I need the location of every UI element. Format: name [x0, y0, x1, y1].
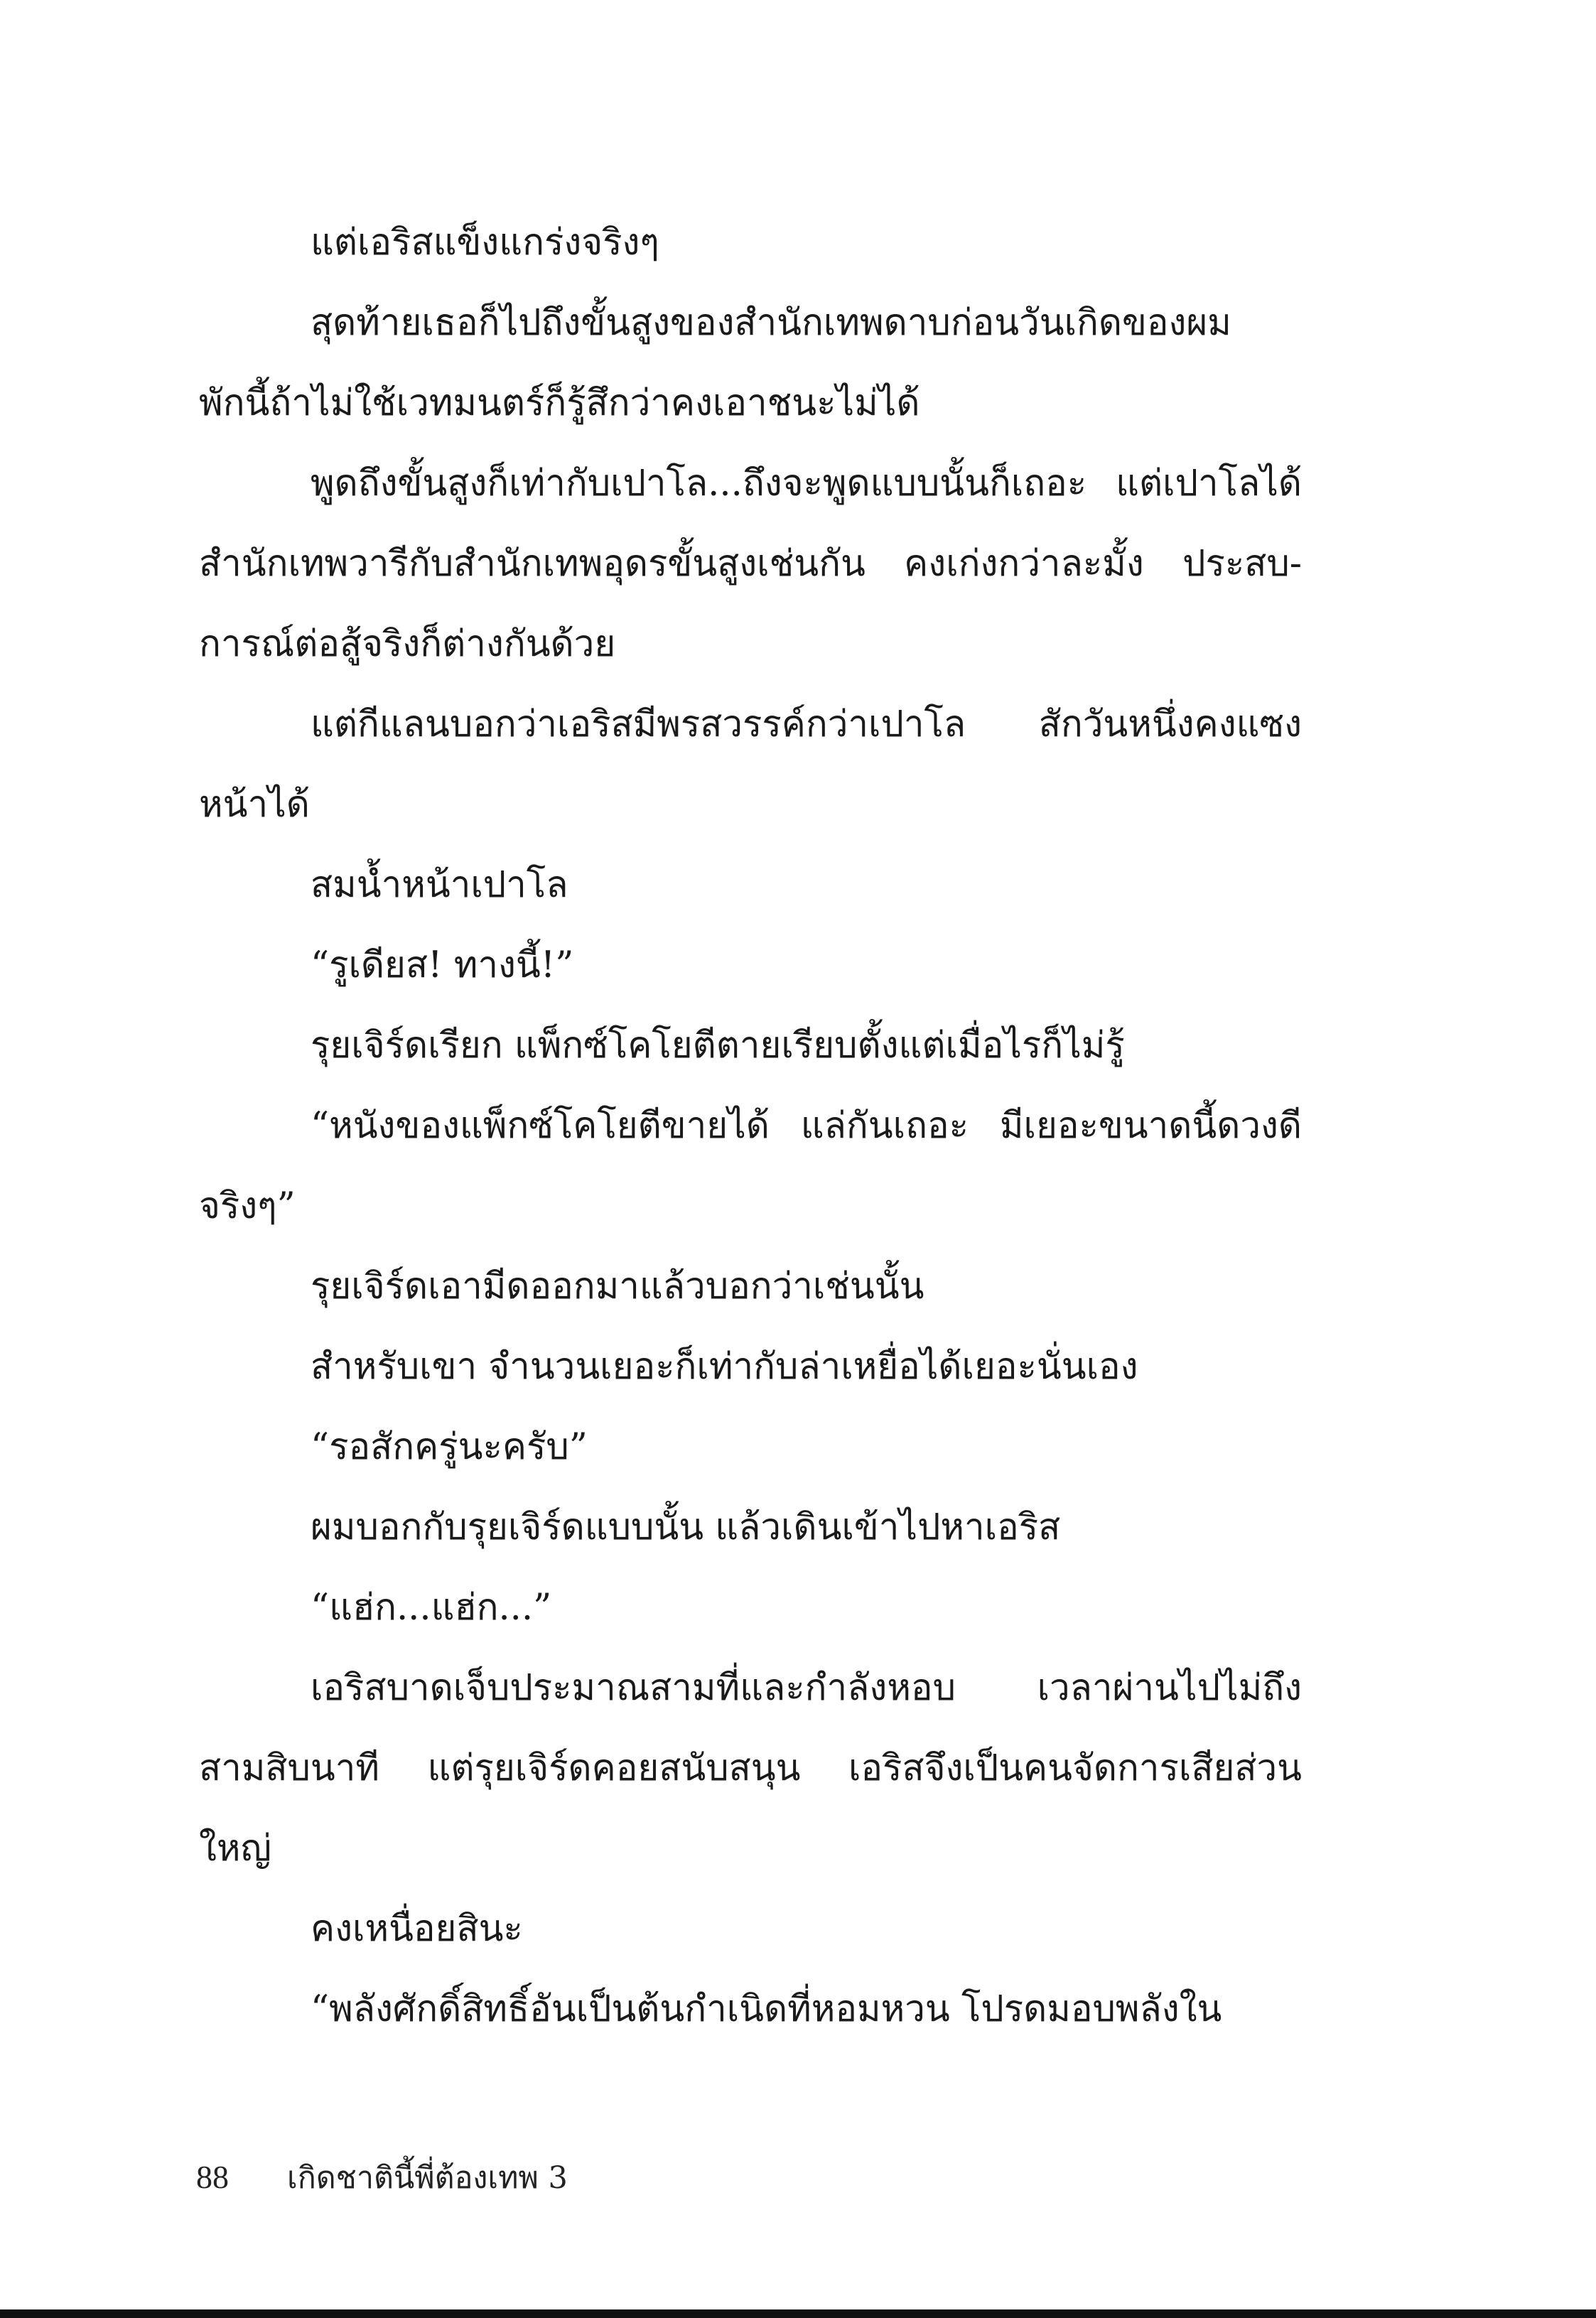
- text-line: รุยเจิร์ดเรียก แพ็กซ์โคโยตีตายเรียบตั้งแต่เมื่อไรก็ไม่รู้: [311, 1025, 1125, 1067]
- text-line: เอริสบาดเจ็บประมาณสามที่และกำลังหอบ เวลาผ่านไปไม่ถึง: [311, 1667, 1302, 1709]
- text-line: “พลังศักดิ์สิทธิ์อันเป็นต้นกำเนิดที่หอมหวน โปรดมอบพลังใน: [311, 1988, 1222, 2030]
- paragraph: [199, 1006, 1302, 1086]
- text-line: พูดถึงขั้นสูงก็เท่ากับเปาโล...ถึงจะพูดแบบนั้นก็เถอะ แต่เปาโลได้: [311, 463, 1302, 505]
- paragraph: [199, 203, 1302, 283]
- text-line: “แฮ่ก...แฮ่ก...”: [311, 1587, 552, 1629]
- paragraph: [199, 1487, 1302, 1568]
- paragraph: [199, 1568, 1302, 1648]
- text-line: สามสิบนาที แต่รุยเจิร์ดคอยสนับสนุน เอริสจึงเป็นคนจัดการเสียส่วน: [199, 1747, 1302, 1789]
- book-title: เกิดชาตินี้พี่ต้องเทพ 3: [287, 2160, 568, 2196]
- text-line: สำหรับเขา จำนวนเยอะก็เท่ากับล่าเหยื่อได้เยอะนั่นเอง: [311, 1346, 1138, 1388]
- text-line: สำนักเทพวารีกับสำนักเทพอุดรขั้นสูงเช่นกัน คงเก่งกว่าละมั้ง ประสบ-: [199, 543, 1302, 585]
- text-line: จริงๆ”: [199, 1185, 296, 1227]
- paragraph: [199, 1648, 1302, 1889]
- text-line: คงเหนื่อยสินะ: [311, 1908, 523, 1950]
- text-line: แต่กีแลนบอกว่าเอริสมีพรสวรรค์กว่าเปาโล สักวันหนึ่งคงแซง: [311, 704, 1302, 745]
- page-footer: [196, 2156, 568, 2199]
- paragraph: [199, 1086, 1302, 1246]
- paragraph: [199, 443, 1302, 684]
- paragraph: [199, 1327, 1302, 1407]
- paragraph: [199, 1889, 1302, 1969]
- text-line: “รูเดียส! ทางนี้!”: [311, 944, 574, 986]
- page-number: 88: [196, 2159, 229, 2195]
- text-line: หน้าได้: [199, 784, 310, 826]
- paragraph: [199, 283, 1302, 443]
- text-line: “รอสักครู่นะครับ”: [311, 1426, 588, 1468]
- text-line: “หนังของแพ็กซ์โคโยตีขายได้ แล่กันเถอะ มีเยอะขนาดนี้ดวงดี: [311, 1105, 1302, 1147]
- paragraph: [199, 1246, 1302, 1327]
- text-line: พักนี้ถ้าไม่ใช้เวทมนตร์ก็รู้สึกว่าคงเอาชนะไม่ได้: [199, 382, 920, 424]
- page-body: [199, 203, 1302, 2049]
- bottom-rule: [0, 2309, 1596, 2318]
- text-line: รุยเจิร์ดเอามีดออกมาแล้วบอกว่าเช่นนั้น: [311, 1266, 924, 1308]
- text-line: สุดท้ายเธอก็ไปถึงขั้นสูงของสำนักเทพดาบก่อนวันเกิดของผม: [311, 302, 1231, 344]
- paragraph: [199, 925, 1302, 1006]
- text-line: ผมบอกกับรุยเจิร์ดแบบนั้น แล้วเดินเข้าไปหาเอริส: [311, 1506, 1061, 1548]
- text-line: ใหญ่: [199, 1828, 271, 1870]
- paragraph: [199, 1969, 1302, 2049]
- text-line: การณ์ต่อสู้จริงก็ต่างกันด้วย: [199, 623, 616, 665]
- text-line: สมน้ำหน้าเปาโล: [311, 864, 568, 906]
- paragraph: [199, 1407, 1302, 1487]
- text-line: แต่เอริสแข็งแกร่งจริงๆ: [311, 222, 659, 264]
- paragraph: [199, 845, 1302, 925]
- paragraph: [199, 684, 1302, 845]
